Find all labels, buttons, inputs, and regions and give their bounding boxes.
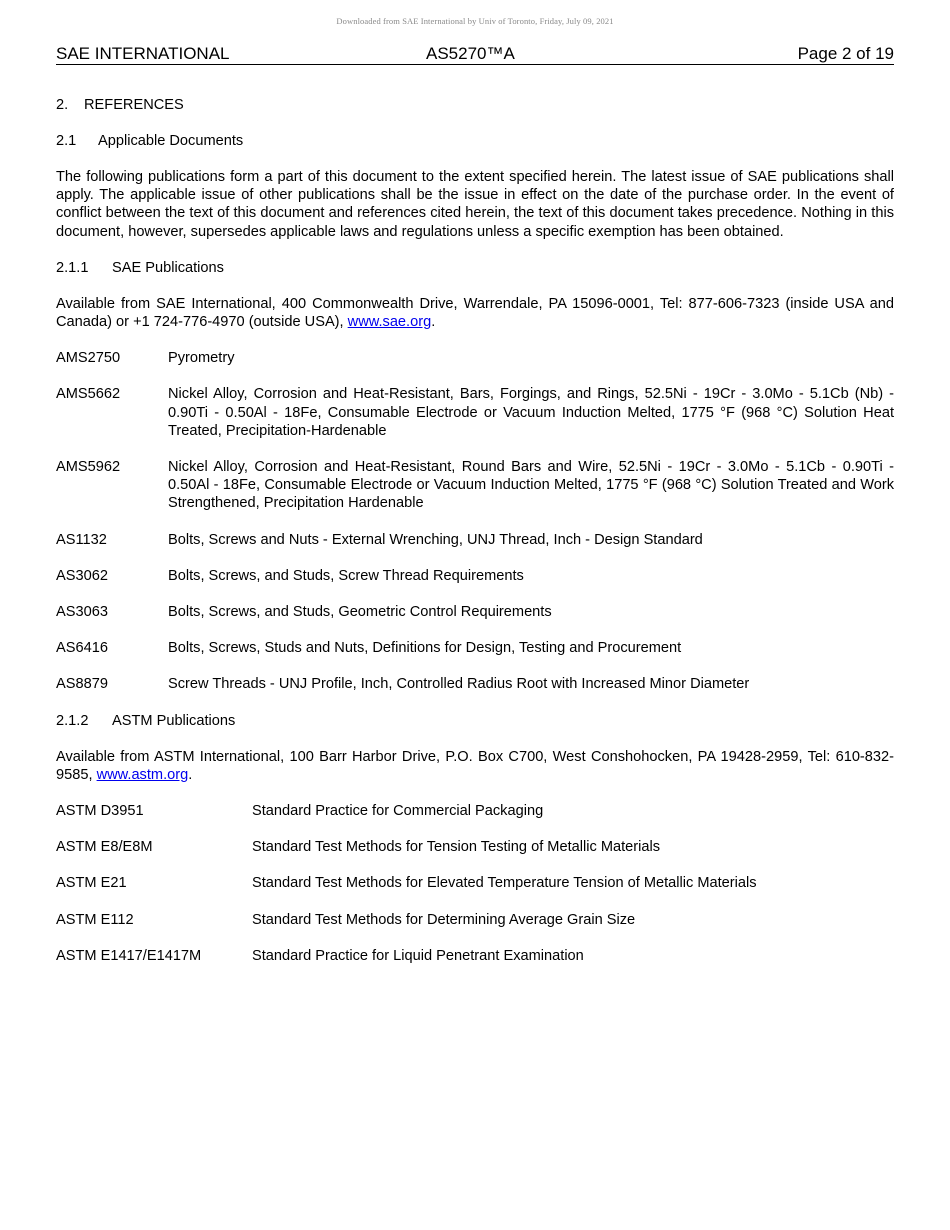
period: . (431, 314, 436, 331)
reference-code: ASTM E21 (56, 875, 127, 892)
subsection-title: Applicable Documents (98, 133, 244, 149)
reference-code: AS6416 (56, 640, 108, 657)
sae-reference-list (56, 349, 894, 693)
reference-row (56, 675, 894, 693)
reference-title: Standard Test Methods for Determining Average Grain Size (252, 911, 636, 928)
subsection-number: 2.1 (56, 133, 77, 149)
reference-code: AMS5662 (56, 386, 121, 403)
reference-title: Bolts, Screws, and Studs, Geometric Control Requirements (168, 604, 552, 621)
reference-code: AMS5962 (56, 459, 121, 476)
subsection-heading-astm-publications (56, 712, 894, 730)
subsection-number: 2.1.2 (56, 712, 89, 729)
reference-title: Bolts, Screws and Nuts - External Wrenching, UNJ Thread, Inch - Design Standard (168, 531, 703, 548)
reference-title: Bolts, Screws, Studs and Nuts, Definitions for Design, Testing and Procurement (168, 640, 682, 657)
sae-website-link[interactable]: www.sae.org (347, 314, 432, 331)
reference-code: ASTM E8/E8M (56, 839, 153, 856)
reference-row (56, 603, 894, 621)
reference-row (56, 385, 894, 440)
reference-row (56, 874, 894, 892)
reference-code: AS3062 (56, 567, 108, 584)
subsection-heading-applicable-documents (56, 132, 894, 150)
section-number: 2. (56, 97, 69, 113)
subsection-title: SAE Publications (112, 259, 224, 276)
reference-code: ASTM E112 (56, 911, 134, 928)
header-document-number: AS5270™A (426, 44, 515, 63)
subsection-heading-sae-publications (56, 259, 894, 277)
download-watermark: Downloaded from SAE International by Univ of Toronto, Friday, July 09, 2021 (336, 16, 614, 26)
reference-title: Bolts, Screws, and Studs, Screw Thread Requirements (168, 567, 524, 584)
reference-row (56, 838, 894, 856)
reference-title: Standard Practice for Liquid Penetrant Examination (252, 947, 584, 964)
reference-title: Nickel Alloy, Corrosion and Heat-Resistant, Round Bars and Wire, 52.5Ni - 19Cr - 3.0Mo - 5.1Cb - 0.90Ti - 0.50Al - 18Fe, Consumable Electrode or Vacuum Induction Melted, 1775 °F (968 °C) Solution Treated and Work Strengthened, Precipitation Hardenable (168, 459, 894, 512)
section-title: REFERENCES (84, 97, 184, 113)
subsection-title: ASTM Publications (112, 712, 236, 729)
reference-title: Standard Test Methods for Elevated Temperature Tension of Metallic Materials (252, 875, 757, 892)
sae-availability-paragraph (56, 295, 894, 331)
section-heading-references (56, 96, 894, 114)
astm-reference-list (56, 802, 894, 965)
astm-availability-paragraph (56, 748, 894, 784)
reference-row (56, 458, 894, 513)
subsection-number: 2.1.1 (56, 259, 89, 276)
reference-code: AS1132 (56, 531, 107, 548)
reference-title: Nickel Alloy, Corrosion and Heat-Resistant, Bars, Forgings, and Rings, 52.5Ni - 19Cr - 3.0Mo - 5.1Cb (Nb) - 0.90Ti - 0.50Al - 18Fe, Consumable Electrode or Vacuum Induction Melted, 1775 °F (968 °C) Solution Heat Treated, Precipitation-Hardenable (168, 386, 894, 439)
reference-row (56, 639, 894, 657)
reference-code: ASTM E1417/E1417M (56, 947, 202, 964)
reference-title: Screw Threads - UNJ Profile, Inch, Controlled Radius Root with Increased Minor Diameter (168, 676, 750, 693)
astm-website-link[interactable]: www.astm.org (96, 766, 189, 783)
reference-row (56, 911, 894, 929)
reference-code: AS3063 (56, 604, 108, 621)
availability-text: Available from SAE International, 400 Commonwealth Drive, Warrendale, PA 15096-0001, Tel: 877-606-7323 (inside USA and Canada) or +1 724-776-4970 (outside USA), (56, 295, 894, 331)
page-header (56, 44, 894, 65)
reference-row (56, 947, 894, 965)
availability-text: Available from ASTM International, 100 Barr Harbor Drive, P.O. Box C700, West Conshohocken, PA 19428-2959, Tel: 610-832-9585, (56, 748, 894, 783)
header-organization: SAE INTERNATIONAL (56, 44, 230, 63)
reference-title: Standard Practice for Commercial Packaging (252, 803, 544, 820)
period: . (188, 766, 193, 783)
applicable-documents-paragraph: The following publications form a part of this document to the extent specified herein. The latest issue of SAE publications shall apply. The applicable issue of other publications shall be the issue in effect on the date of the purchase order. In the event of conflict between the text of this document and references cited herein, the text of this document takes precedence. Nothing in this document, however, supersedes applicable laws and regulations unless a specific exemption has been obtained. (56, 169, 894, 240)
reference-code: ASTM D3951 (56, 803, 144, 820)
reference-row (56, 531, 894, 549)
reference-title: Pyrometry (168, 350, 235, 367)
reference-code: AMS2750 (56, 350, 121, 367)
reference-title: Standard Test Methods for Tension Testing of Metallic Materials (252, 839, 661, 856)
header-page-number: Page 2 of 19 (797, 44, 894, 63)
reference-row (56, 567, 894, 585)
reference-row (56, 802, 894, 820)
document-body (56, 96, 894, 983)
reference-row (56, 349, 894, 367)
reference-code: AS8879 (56, 676, 108, 693)
